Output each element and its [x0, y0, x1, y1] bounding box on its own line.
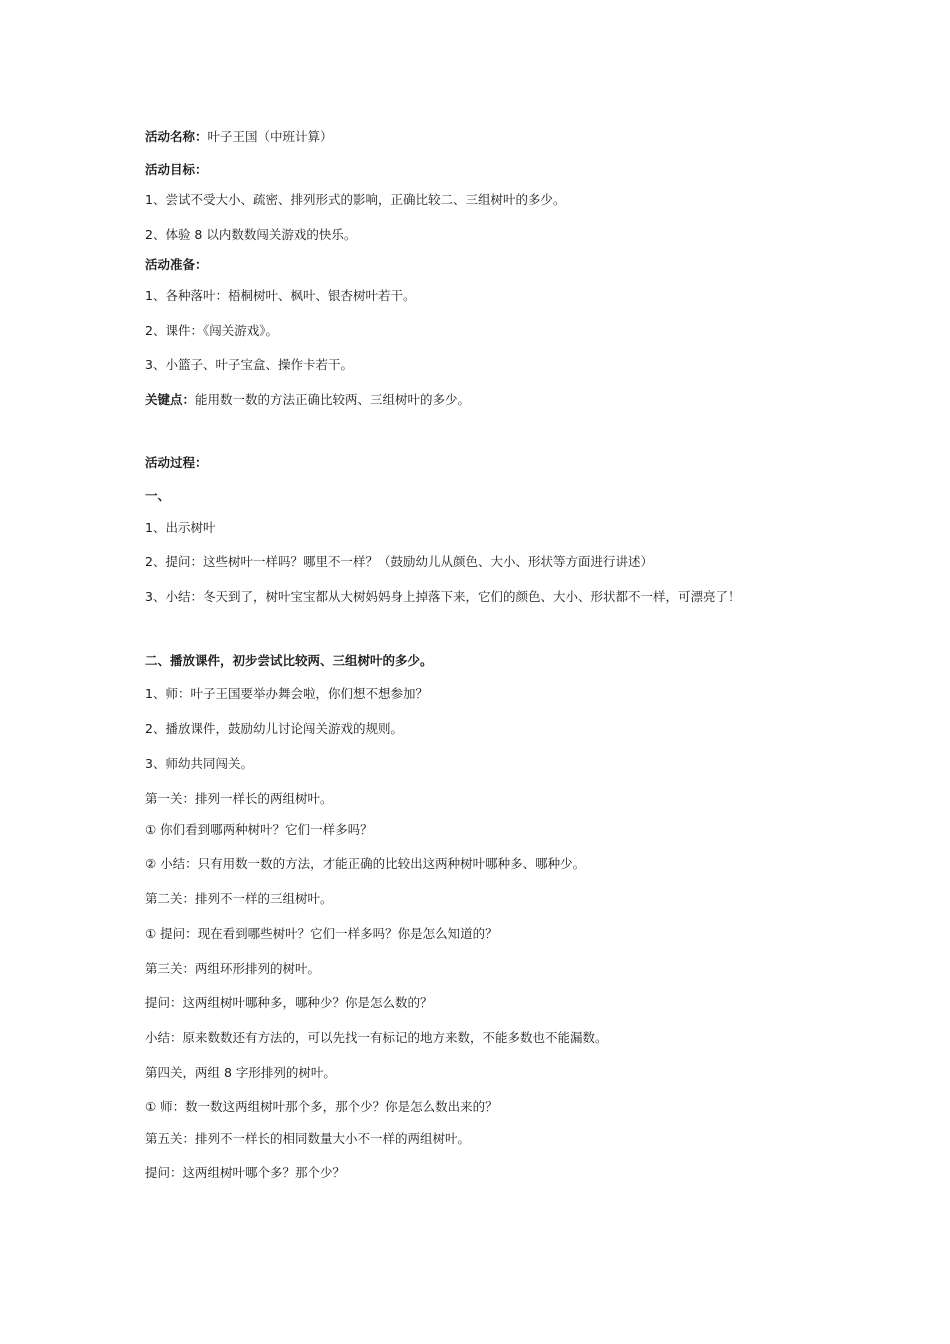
- key-point-line: [145, 392, 470, 408]
- goal-item-1: 1、尝试不受大小、疏密、排列形式的影响，正确比较二、三组树叶的多少。: [145, 192, 566, 207]
- level-3-question-1: 提问：这两组树叶哪种多，哪种少？你是怎么数的？: [145, 995, 433, 1010]
- level-3-title: 第三关：两组环形排列的树叶。: [145, 961, 321, 976]
- goal-heading: 活动目标：: [145, 162, 208, 177]
- process-heading: 活动过程：: [145, 455, 208, 470]
- level-5-title: 第五关：排列不一样长的相同数量大小不一样的两组树叶。: [145, 1131, 471, 1146]
- section-2-title: 二、播放课件，初步尝试比较两、三组树叶的多少。: [145, 653, 433, 668]
- level-5-question-1: 提问：这两组树叶哪个多？那个少？: [145, 1165, 346, 1180]
- level-2-title: 第二关：排列不一样的三组树叶。: [145, 891, 333, 906]
- section-1-item-1: 1、出示树叶: [145, 520, 216, 535]
- prep-item-3: 3、小篮子、叶子宝盒、操作卡若干。: [145, 357, 353, 372]
- activity-name-label: 活动名称：: [145, 129, 208, 144]
- section-1-item-3: 3、小结：冬天到了，树叶宝宝都从大树妈妈身上掉落下来，它们的颜色、大小、形状都不一样，可漂亮了！: [145, 589, 741, 604]
- section-2-item-2: 2、播放课件，鼓励幼儿讨论闯关游戏的规则。: [145, 721, 403, 736]
- prep-heading: 活动准备：: [145, 257, 208, 272]
- key-point-value: 能用数一数的方法正确比较两、三组树叶的多少。: [195, 392, 471, 407]
- activity-name-value: 叶子王国（中班计算）: [207, 129, 333, 144]
- level-4-question-1: ① 师：数一数这两组树叶那个多，那个少？你是怎么数出来的？: [145, 1099, 498, 1114]
- section-1-item-2: 2、提问：这些树叶一样吗？哪里不一样？（鼓励幼儿从颜色、大小、形状等方面进行讲述）: [145, 554, 653, 569]
- section-2-item-1: 1、师：叶子王国要举办舞会啦，你们想不想参加？: [145, 686, 428, 701]
- level-1-question-1: ① 你们看到哪两种树叶？它们一样多吗？: [145, 822, 373, 837]
- level-3-summary: 小结：原来数数还有方法的，可以先找一有标记的地方来数，不能多数也不能漏数。: [145, 1030, 608, 1045]
- level-1-question-2: ② 小结：只有用数一数的方法，才能正确的比较出这两种树叶哪种多、哪种少。: [145, 856, 586, 871]
- goal-item-2: 2、体验 8 以内数数闯关游戏的快乐。: [145, 227, 357, 242]
- level-1-title: 第一关：排列一样长的两组树叶。: [145, 791, 333, 806]
- section-2-item-3: 3、师幼共同闯关。: [145, 756, 253, 771]
- level-2-question-1: ① 提问：现在看到哪些树叶？它们一样多吗？你是怎么知道的？: [145, 926, 498, 941]
- prep-item-1: 1、各种落叶：梧桐树叶、枫叶、银杏树叶若干。: [145, 288, 416, 303]
- key-point-label: 关键点：: [145, 392, 196, 407]
- section-1-title: 一、: [145, 488, 171, 503]
- activity-name-line: [145, 129, 333, 145]
- level-4-title: 第四关，两组 8 字形排列的树叶。: [145, 1065, 336, 1080]
- prep-item-2: 2、课件：《闯关游戏》。: [145, 323, 278, 338]
